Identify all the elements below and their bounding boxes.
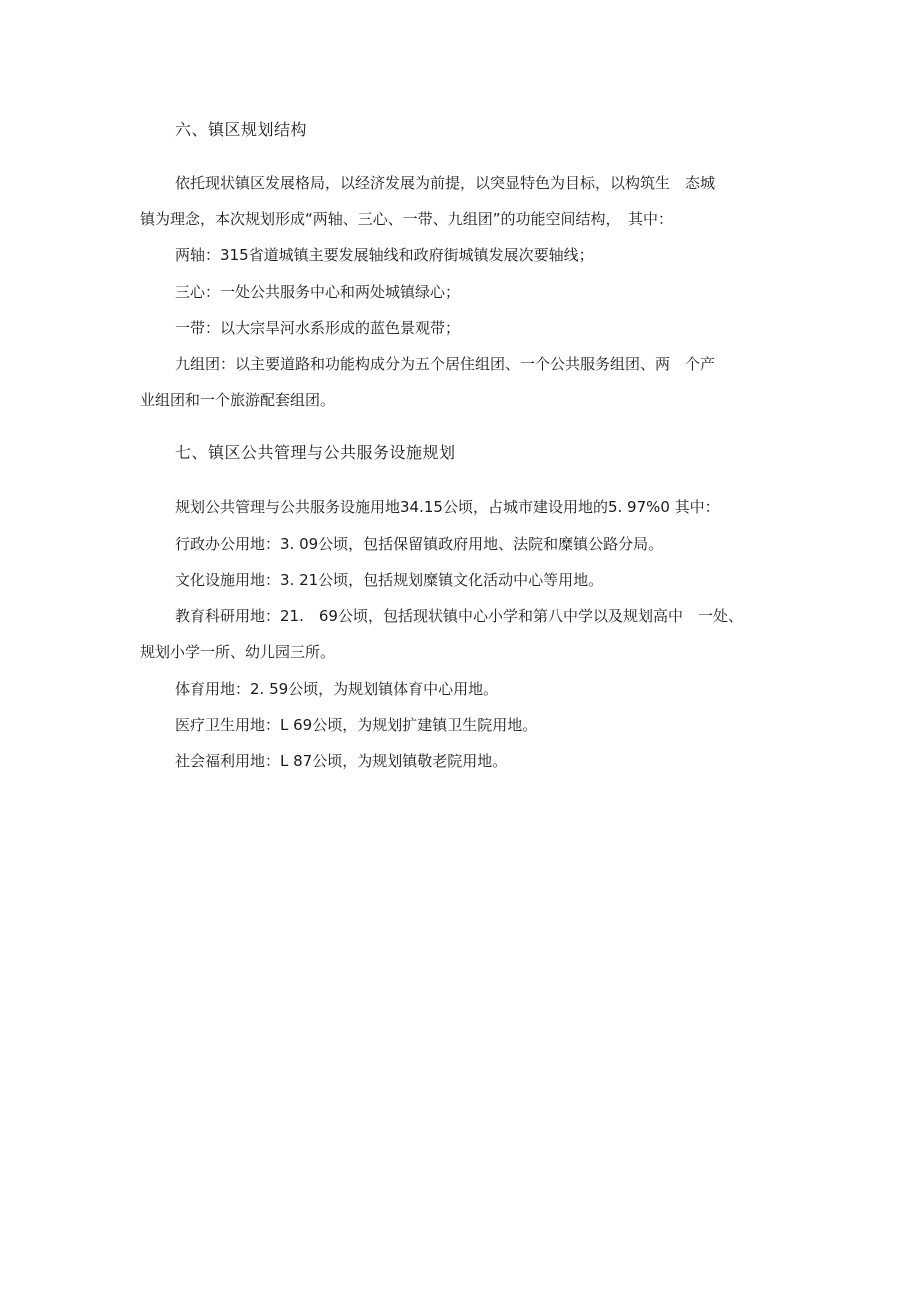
section6-clusters-line2: 业组团和一个旅游配套组团。 [140, 391, 336, 409]
section6-heading: 六、镇区规划结构 [175, 120, 308, 139]
section6-axes: 两轴：315省道城镇主要发展轴线和政府街城镇发展次要轴线； [175, 246, 594, 264]
section7-culture: 文化设施用地：3. 21公顷，包括规划糜镇文化活动中心等用地。 [175, 571, 604, 589]
section7-admin: 行政办公用地：3. 09公顷，包括保留镇政府用地、法院和糜镇公路分局。 [175, 535, 664, 553]
section7-medical: 医疗卫生用地：L 69公顷，为规划扩建镇卫生院用地。 [175, 716, 538, 734]
section6-clusters-line1: 九组团：以主要道路和功能构成分为五个居住组团、一个公共服务组团、两 个产 [175, 355, 716, 373]
section6-intro-line2: 镇为理念，本次规划形成“两轴、三心、一带、九组团”的功能空间结构， 其中： [140, 210, 674, 228]
section7-heading: 七、镇区公共管理与公共服务设施规划 [175, 443, 456, 462]
section6-centers: 三心：一处公共服务中心和两处城镇绿心； [175, 283, 461, 301]
section7-education-line1: 教育科研用地：21. 69公顷，包括现状镇中心小学和第八中学以及规划高中 一处、 [175, 607, 743, 625]
section7-sports: 体育用地：2. 59公顷，为规划镇体育中心用地。 [175, 680, 499, 698]
section7-summary: 规划公共管理与公共服务设施用地34.15公顷，占城市建设用地的5. 97%0 其中： [175, 498, 720, 516]
section7-education-line2: 规划小学一所、幼儿园三所。 [140, 643, 336, 661]
section6-belt: 一带：以大宗旱河水系形成的蓝色景观带； [175, 319, 461, 337]
section6-intro-line1: 依托现状镇区发展格局，以经济发展为前提，以突显特色为目标，以构筑生 态城 [175, 174, 716, 192]
section7-welfare: 社会福利用地：L 87公顷，为规划镇敬老院用地。 [175, 752, 508, 770]
